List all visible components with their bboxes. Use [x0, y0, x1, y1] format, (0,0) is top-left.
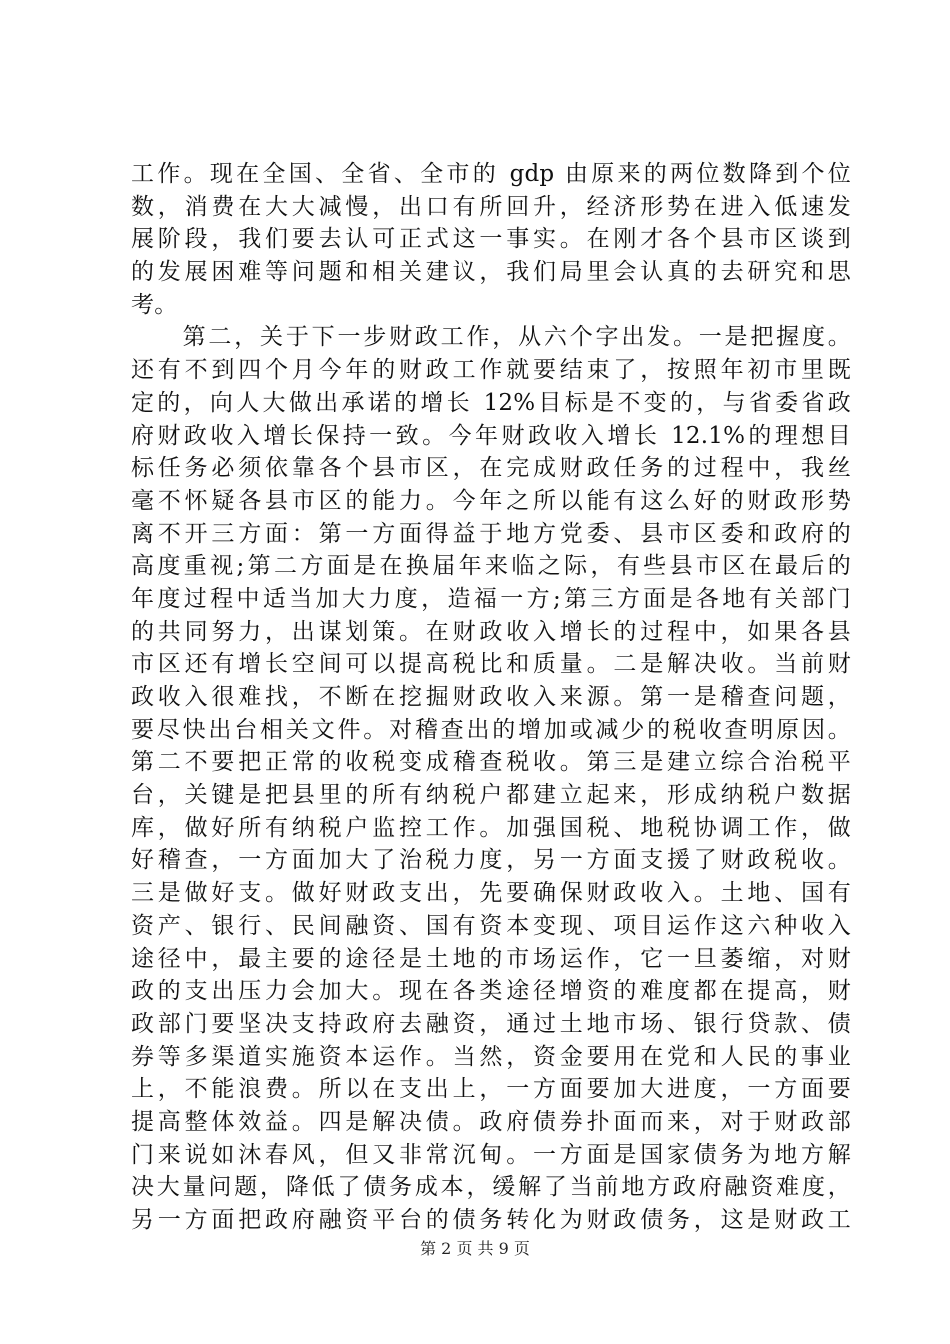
text-line: 高度重视;第二方面是在换届年来临之际，有些县市区在最后的 — [131, 553, 851, 580]
body-text — [131, 158, 851, 1237]
text-line: 工作。现在全国、全省、全市的 gdp 由原来的两位数降到个位 — [131, 161, 851, 187]
text-line: 要尽快出台相关文件。对稽查出的增加或减少的税收查明原因。 — [131, 716, 851, 743]
text-line: 券等多渠道实施资本运作。当然，资金要用在党和人民的事业 — [131, 1043, 851, 1070]
text-line: 另一方面把政府融资平台的债务转化为财政债务，这是财政工 — [131, 1207, 851, 1233]
text-line: 政的支出压力会加大。现在各类途径增资的难度都在提高，财 — [131, 978, 851, 1005]
text-line: 离不开三方面：第一方面得益于地方党委、县市区委和政府的 — [131, 520, 851, 547]
text-line: 三是做好支。做好财政支出，先要确保财政收入。土地、国有 — [131, 880, 851, 907]
text-line: 提高整体效益。四是解决债。政府债券扑面而来，对于财政部 — [131, 1108, 851, 1135]
text-line: 定的，向人大做出承诺的增长 12%目标是不变的，与省委省政 — [131, 389, 851, 416]
text-line: 政收入很难找，不断在挖掘财政收入来源。第一是稽查问题， — [131, 684, 851, 710]
text-line: 考。 — [131, 291, 178, 318]
text-line: 库，做好所有纳税户监控工作。加强国税、地税协调工作，做 — [131, 814, 851, 841]
text-line: 标任务必须依靠各个县市区，在完成财政任务的过程中，我丝 — [131, 455, 851, 482]
text-line: 的发展困难等问题和相关建议，我们局里会认真的去研究和思 — [131, 259, 851, 286]
text-line: 台，关键是把县里的所有纳税户都建立起来，形成纳税户数据 — [131, 782, 851, 809]
page-footer: 第 2 页 共 9 页 — [420, 1239, 530, 1258]
text-line: 市区还有增长空间可以提高税比和质量。二是解决收。当前财 — [131, 651, 851, 678]
text-line: 决大量问题，降低了债务成本，缓解了当前地方政府融资难度， — [131, 1174, 851, 1201]
text-line: 府财政收入增长保持一致。今年财政收入增长 12.1%的理想目 — [131, 422, 851, 449]
text-line: 上，不能浪费。所以在支出上，一方面要加大进度，一方面要 — [131, 1076, 851, 1103]
text-line: 第二，关于下一步财政工作，从六个字出发。一是把握度。 — [131, 324, 851, 351]
text-line: 第二不要把正常的收税变成稽查税收。第三是建立综合治税平 — [131, 749, 851, 776]
text-line: 好稽查，一方面加大了治税力度，另一方面支援了财政税收。 — [131, 847, 851, 874]
text-line: 数，消费在大大减慢，出口有所回升，经济形势在进入低速发 — [131, 193, 851, 220]
text-line: 展阶段，我们要去认可正式这一事实。在刚才各个县市区谈到 — [131, 226, 851, 253]
text-line: 政部门要坚决支持政府去融资，通过土地市场、银行贷款、债 — [131, 1010, 851, 1037]
text-line: 年度过程中适当加大力度，造福一方;第三方面是各地有关部门 — [131, 585, 851, 612]
text-line: 门来说如沐春风，但又非常沉甸。一方面是国家债务为地方解 — [131, 1141, 851, 1168]
text-line: 还有不到四个月今年的财政工作就要结束了，按照年初市里既 — [131, 357, 851, 384]
text-line: 资产、银行、民间融资、国有资本变现、项目运作这六种收入 — [131, 912, 851, 939]
text-line: 的共同努力，出谋划策。在财政收入增长的过程中，如果各县 — [131, 618, 851, 645]
text-line: 毫不怀疑各县市区的能力。今年之所以能有这么好的财政形势 — [131, 487, 851, 514]
text-line: 途径中，最主要的途径是土地的市场运作，它一旦萎缩，对财 — [131, 945, 851, 972]
